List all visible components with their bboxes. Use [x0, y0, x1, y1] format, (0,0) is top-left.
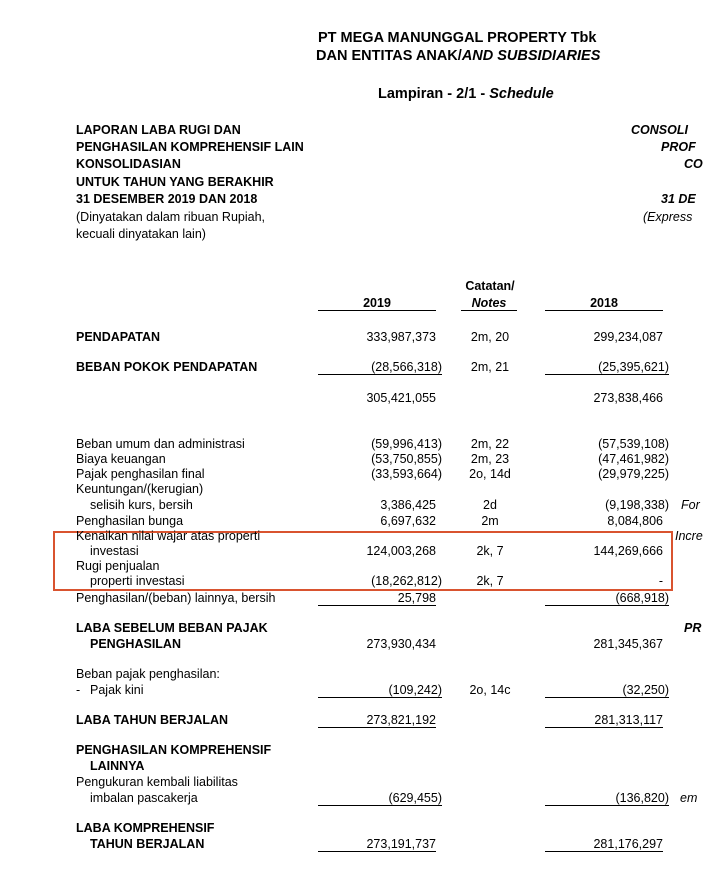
row-beban-umum-2018: (57,539,108): [598, 437, 669, 451]
row-beban-umum-2019: (59,996,413): [371, 437, 442, 451]
row-biaya-keuangan-label: Biaya keuangan: [76, 452, 166, 466]
report-title-en-3: CO: [684, 157, 703, 171]
row-lk-label-1: LABA KOMPREHENSIF: [76, 821, 215, 835]
row-pajak-final-label: Pajak penghasilan final: [76, 467, 205, 481]
row-laba-tahun-2019: 273,821,192: [318, 713, 436, 728]
row-beban-umum-note: 2m, 22: [470, 437, 510, 451]
row-pengukuran-en: em: [680, 791, 698, 805]
row-pajak-kini-label: Pajak kini: [90, 683, 144, 697]
row-laba-kotor-2019: 305,421,055: [366, 391, 436, 405]
row-wajar-label-2: investasi: [90, 544, 139, 558]
row-wajar-en: Incre: [675, 529, 703, 543]
row-lk-2019: 273,191,737: [318, 837, 436, 852]
row-lsbp-label-1: LABA SEBELUM BEBAN PAJAK: [76, 621, 268, 635]
report-note-1: (Dinyatakan dalam ribuan Rupiah,: [76, 210, 265, 224]
report-title-2: PENGHASILAN KOMPREHENSIF LAIN: [76, 140, 304, 154]
company-name: PT MEGA MANUNGGAL PROPERTY Tbk: [318, 30, 597, 46]
company-subsidiaries: [316, 48, 600, 64]
row-wajar-label-1: Kenaikan nilai wajar atas properti: [76, 529, 261, 543]
row-lainnya-2019: 25,798: [318, 591, 436, 606]
schedule-en: Schedule: [489, 86, 554, 102]
row-lsbp-en: PR: [684, 621, 702, 635]
row-pkl-label-1: PENGHASILAN KOMPREHENSIF: [76, 743, 272, 757]
subsidiaries-id: DAN ENTITAS ANAK/: [316, 48, 462, 64]
row-pkl-label-2: LAINNYA: [90, 759, 145, 773]
row-biaya-keuangan-note: 2m, 23: [470, 452, 510, 466]
row-pendapatan-2019: 333,987,373: [366, 330, 436, 344]
row-lsbp-label-2: PENGHASILAN: [90, 637, 181, 651]
row-beban-pokok-2019: (28,566,318): [318, 360, 442, 375]
row-bunga-label: Penghasilan bunga: [76, 514, 184, 528]
row-kurs-2018: (9,198,338): [605, 498, 669, 512]
subsidiaries-en: AND SUBSIDIARIES: [461, 48, 601, 64]
row-laba-tahun-label: LABA TAHUN BERJALAN: [76, 713, 229, 727]
row-lk-2018: 281,176,297: [545, 837, 663, 852]
row-biaya-keuangan-2018: (47,461,982): [598, 452, 669, 466]
row-wajar-2019: 124,003,268: [366, 544, 436, 558]
row-lainnya-2018: (668,918): [545, 591, 669, 606]
row-lsbp-2018: 281,345,367: [593, 637, 663, 651]
row-bunga-2019: 6,697,632: [380, 514, 436, 528]
row-beban-umum-label: Beban umum dan administrasi: [76, 437, 245, 451]
report-note-en-1: (Express: [643, 210, 693, 224]
row-kurs-label-2: selisih kurs, bersih: [90, 498, 193, 512]
row-pajak-final-2018: (29,979,225): [598, 467, 669, 481]
row-pajak-kini-2019: (109,242): [318, 683, 442, 698]
col-catatan: Catatan/: [465, 279, 515, 293]
row-bunga-note: 2m: [481, 514, 499, 528]
row-lk-label-2: TAHUN BERJALAN: [90, 837, 205, 851]
row-pengukuran-label-2: imbalan pascakerja: [90, 791, 198, 805]
row-pengukuran-2019: (629,455): [318, 791, 442, 806]
report-note-2: kecuali dinyatakan lain): [76, 227, 206, 241]
schedule-title: [378, 86, 554, 102]
row-rugi-2018: -: [658, 574, 663, 588]
row-pajak-kini-note: 2o, 14c: [469, 683, 511, 697]
row-pengukuran-2018: (136,820): [545, 791, 669, 806]
col-2019: 2019: [318, 296, 436, 311]
row-beban-pokok-label: BEBAN POKOK PENDAPATAN: [76, 360, 258, 374]
row-beban-pokok-2018: (25,395,621): [545, 360, 669, 375]
row-lsbp-2019: 273,930,434: [366, 637, 436, 651]
report-title-1: LAPORAN LABA RUGI DAN: [76, 123, 241, 137]
report-title-3: KONSOLIDASIAN: [76, 157, 181, 171]
row-pendapatan-note: 2m, 20: [470, 330, 510, 344]
row-kurs-note: 2d: [483, 498, 497, 512]
row-pajak-final-note: 2o, 14d: [469, 467, 511, 481]
row-pajak-kini-2018: (32,250): [545, 683, 669, 698]
row-rugi-2019: (18,262,812): [371, 574, 442, 588]
row-beban-pajak-label: Beban pajak penghasilan:: [76, 667, 220, 681]
row-wajar-2018: 144,269,666: [593, 544, 663, 558]
row-rugi-label-2: properti investasi: [90, 574, 185, 588]
report-title-en-5: 31 DE: [661, 192, 696, 206]
row-kurs-en: For: [681, 498, 700, 512]
row-rugi-label-1: Rugi penjualan: [76, 559, 160, 573]
col-notes: Notes: [461, 296, 517, 311]
row-bunga-2018: 8,084,806: [607, 514, 663, 528]
row-pajak-kini-dash: -: [76, 683, 81, 697]
schedule-id: Lampiran - 2/1 -: [378, 86, 490, 102]
row-laba-tahun-2018: 281,313,117: [545, 713, 663, 728]
report-title-4: UNTUK TAHUN YANG BERAKHIR: [76, 175, 274, 189]
row-kurs-2019: 3,386,425: [380, 498, 436, 512]
row-biaya-keuangan-2019: (53,750,855): [371, 452, 442, 466]
report-title-5: 31 DESEMBER 2019 DAN 2018: [76, 192, 258, 206]
row-pendapatan-2018: 299,234,087: [593, 330, 663, 344]
row-pengukuran-label-1: Pengukuran kembali liabilitas: [76, 775, 238, 789]
row-pajak-final-2019: (33,593,664): [371, 467, 442, 481]
row-lainnya-label: Penghasilan/(beban) lainnya, bersih: [76, 591, 276, 605]
row-beban-pokok-note: 2m, 21: [470, 360, 510, 374]
row-kurs-label-1: Keuntungan/(kerugian): [76, 482, 204, 496]
row-laba-kotor-2018: 273,838,466: [593, 391, 663, 405]
row-rugi-note: 2k, 7: [476, 574, 504, 588]
report-title-en-1: CONSOLI: [631, 123, 688, 137]
col-2018: 2018: [545, 296, 663, 311]
row-pendapatan-label: PENDAPATAN: [76, 330, 161, 344]
report-title-en-2: PROF: [661, 140, 696, 154]
row-wajar-note: 2k, 7: [476, 544, 504, 558]
